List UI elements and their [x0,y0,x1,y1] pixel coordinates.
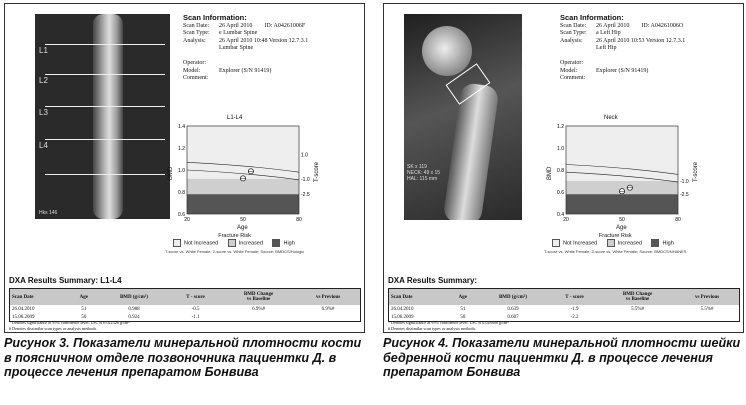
th-age: Age [70,289,98,305]
operator-label: Operator: [560,60,583,66]
x-tick-label: 20 [563,217,569,223]
scan-date-label: Scan Date: [560,22,587,29]
caption-text: Показатели минеральной плотности шейки бедренной кости пациентки Д. в процессе лечения препаратом Бонвива [383,336,741,379]
bmd-chart [544,122,694,226]
figure-3-caption [4,336,366,380]
cell: 0.924 [128,314,140,320]
x-tick-label: 20 [184,217,190,223]
cell [221,313,296,321]
hip-scan-image [404,14,522,220]
caption-number: Рисунок 3. [4,336,70,350]
scan-stat: NECK: 49 x 15 [407,170,441,176]
x-tick-label: 50 [619,217,625,223]
femoral-shaft [442,82,499,220]
legend-swatch [173,239,181,247]
cell: 15.06.2009 [12,314,35,320]
legend-title: Fracture Risk [218,233,251,239]
scan-information [183,14,308,83]
scan-type-label: Scan Type: [183,30,210,36]
scan-info-header: Scan Information: [560,13,624,22]
y-tick-label: 1.4 [178,124,185,130]
t-tick-label: -1.0 [301,176,310,183]
legend-swatch [272,239,280,247]
figure-4-caption [383,336,745,380]
x-tick-label: 50 [240,217,246,223]
patient-id: A04261006F [273,22,306,29]
t-tick-label: -1.0 [680,179,689,185]
cell: -2.2 [570,314,579,320]
table-row [10,305,360,313]
vs-baseline-label: vs Baseline [246,297,271,302]
legend-item: Not Increased [184,240,219,247]
legend-note: T-score vs. White Female; Z-score vs. White Female; Source: BMDCS/Hologic [165,249,305,254]
cell: 5.5%# [631,306,644,312]
footnote: * Denotes significance at 95% confidence level. LSC is 0.022326 g/cm² [9,320,130,325]
vertebra-divider [45,106,165,107]
bmd-change-label: BMD Change [243,292,274,297]
chart-title: Neck [604,115,618,121]
age-axis-label: Age [616,225,627,231]
th-age: Age [449,289,477,305]
figure-4-panel [383,3,744,333]
scan-stats [407,164,440,182]
th-tscore: T - score [170,289,221,305]
th-tscore: T - score [549,289,600,305]
scan-date-label: Scan Date: [183,22,210,29]
t-tick-label: -2.5 [680,192,689,199]
zone-high [566,194,678,214]
t-tick-label: -2.5 [301,192,310,199]
vertebra-label: L4 [39,141,48,150]
cell: -1.1 [191,314,200,320]
femoral-head [422,26,472,76]
scan-stat: SK x 119 [407,164,427,170]
y-tick-label: 0.4 [557,212,564,218]
vertebra-label: L3 [39,108,48,117]
x-tick-label: 80 [296,217,302,223]
footnote: # Denotes dissimilar scan types or analysis methods. [388,325,477,331]
analysis: 26 April 2010 10:53 Version 12.7.3.1 [596,37,686,44]
model-label: Model: [560,67,578,74]
vertebra-divider [45,44,165,45]
legend-item: Increased [617,240,642,247]
operator-label: Operator: [183,60,206,66]
fracture-risk-legend [165,233,304,254]
results-table [388,288,740,322]
footnotes [388,320,509,331]
legend-swatch [607,239,615,247]
patient-id: A04261006O [650,22,684,29]
th-vs-baseline [221,289,296,305]
scan-type-label: Scan Type: [560,30,587,36]
t-tick-label: 1.0 [301,152,308,159]
model: Explorer (S/N 91419) [219,67,272,74]
bmd-change-label: BMD Change [622,292,653,297]
chart-title: L1-L4 [227,115,243,121]
tscore-axis-label: T-score [693,161,699,182]
legend-swatch [651,239,659,247]
analysis-label: Analysis: [183,37,206,44]
zone-not-increased [566,126,678,181]
age-axis-label: Age [237,225,248,231]
vertebra-label: L2 [39,76,48,85]
model: Explorer (S/N 91419) [596,67,649,74]
analysis-type: Left Hip [596,45,617,51]
y-tick-label: 1.0 [178,168,185,174]
cell: -1.9 [570,306,579,312]
scan-date: 26 April 2010 [596,22,630,29]
cell: -0.5 [191,306,200,312]
y-tick-label: 0.6 [178,212,185,218]
cell: 51 [460,306,466,312]
zone-high [187,194,299,214]
spine-scan-image [35,14,170,219]
vs-baseline-label: vs Baseline [625,297,650,302]
cell [675,313,739,321]
scan-type: e Lumbar Spine [219,30,258,36]
scan-date: 26 April 2010 [219,22,253,29]
legend-item: High [662,240,674,247]
legend-item: Increased [238,240,263,247]
cell: 26.04.2010 [12,306,35,312]
scan-stat: HAL: 115 mm [407,176,438,182]
cell: 51 [81,306,87,312]
cell: 50 [460,314,466,320]
footnotes [9,320,130,331]
legend-swatch [228,239,236,247]
cell [600,313,675,321]
footnote: # Denotes dissimilar scan types or analysis methods. [9,325,98,331]
cell: 50 [81,314,87,320]
cell: 5.5%# [700,306,714,312]
cell: 6.9%# [321,306,335,312]
scan-stat: Hks 146 [39,210,58,216]
model-label: Model: [183,67,201,74]
cell: 0.607 [507,314,519,320]
cell: 15.06.2009 [391,314,414,320]
summary-title: DXA Results Summary: [388,276,478,285]
th-scan-date: Scan Date [10,289,70,305]
th-bmd: BMD (g/cm²) [477,289,549,305]
vertebra-label: L1 [39,46,48,55]
cell: 0.988 [128,306,140,312]
tscore-axis-label: T-score [314,161,320,182]
th-vs-baseline [600,289,675,305]
legend-item: Not Increased [563,240,598,247]
results-table [9,288,361,322]
cell: 26.04.2010 [391,306,414,312]
th-scan-date: Scan Date [389,289,449,305]
legend-item: High [283,240,295,247]
y-tick-label: 0.8 [557,168,564,174]
legend-swatch [552,239,560,247]
analysis-type: Lumbar Spine [219,45,254,51]
cell: 0.639 [507,306,519,312]
comment-label: Comment: [183,75,209,81]
y-tick-label: 1.0 [557,146,564,152]
y-tick-label: 1.2 [557,124,564,130]
caption-number: Рисунок 4. [383,336,449,350]
comment-label: Comment: [560,75,586,81]
cell [296,313,360,321]
legend-title: Fracture Risk [598,233,632,239]
id-label: ID: [264,22,273,29]
legend-note: T-score vs. White Female; Z-score vs. White Female; Source: BMDCS/NHANES [544,249,687,254]
scan-info-header: Scan Information: [183,13,247,22]
th-vs-previous: vs Previous [675,289,739,305]
bmd-chart [165,122,315,226]
bmd-axis-label: BMD [547,166,553,180]
th-vs-previous: vs Previous [296,289,360,305]
y-tick-label: 1.2 [178,146,185,152]
vertebra-divider [45,74,165,75]
bmd-axis-label: BMD [168,166,174,180]
y-tick-label: 0.8 [178,190,185,196]
caption-text: Показатели минеральной плотности кости в поясничном отделе позвоночника пациентки Д. в процессе лечения препаратом Бонвива [4,336,362,379]
analysis: 26 April 2010 10:48 Version 12.7.3.1 [219,37,309,44]
analysis-label: Analysis: [560,37,583,44]
vertebra-divider [45,139,165,140]
vertebra-divider [45,174,165,175]
scan-information [560,14,685,83]
fracture-risk-legend [544,233,686,254]
summary-title: DXA Results Summary: L1-L4 [9,276,122,285]
th-bmd: BMD (g/cm²) [98,289,170,305]
footnote: * Denotes significance at 95% confidence level. LSC is 0.028808 g/cm² [388,320,509,325]
cell: 6.9%# [252,306,265,312]
x-tick-label: 80 [675,217,681,223]
scan-type: a Left Hip [596,30,621,36]
id-label: ID: [641,22,650,29]
figure-3-panel [4,3,365,333]
y-tick-label: 0.6 [557,190,564,196]
table-row [389,305,739,313]
